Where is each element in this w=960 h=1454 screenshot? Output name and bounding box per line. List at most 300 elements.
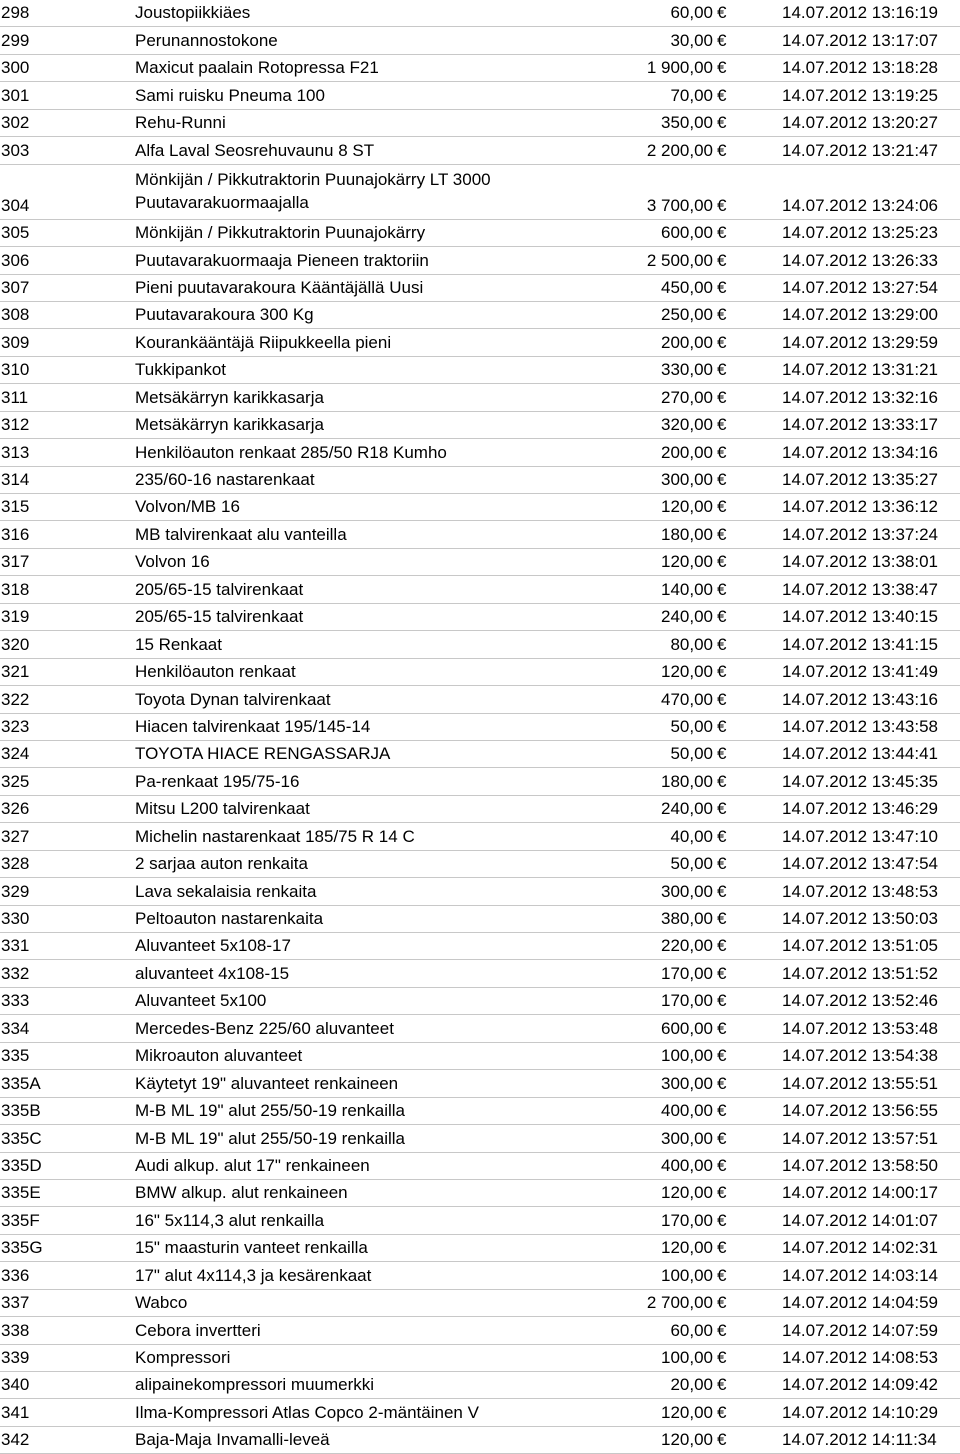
item-name: Rehu-Runni xyxy=(135,113,226,133)
item-timestamp: 14.07.2012 13:55:51 xyxy=(782,1073,938,1093)
currency-symbol: € xyxy=(717,140,727,160)
item-timestamp: 14.07.2012 13:41:15 xyxy=(782,634,938,654)
table-row xyxy=(0,55,960,82)
item-price: 170,00 xyxy=(661,1210,713,1230)
item-number: 335C xyxy=(1,1128,42,1148)
item-price: 380,00 xyxy=(661,909,713,928)
item-price: 240,00 xyxy=(661,799,713,819)
item-timestamp: 14.07.2012 13:17:07 xyxy=(782,30,938,50)
item-price: 60,00 xyxy=(670,1320,713,1340)
item-name: Puutavarakuormaaja Pieneen traktoriin xyxy=(135,250,429,270)
item-name: M-B ML 19" alut 255/50-19 renkailla xyxy=(135,1128,405,1148)
currency-symbol: € xyxy=(717,1101,727,1121)
currency-symbol: € xyxy=(717,689,727,709)
item-name: Mönkijän / Pikkutraktorin Puunajokärry LT 3000 Puutavarakuormaajalla xyxy=(135,170,491,212)
item-price: 320,00 xyxy=(661,415,713,435)
item-timestamp: 14.07.2012 13:47:10 xyxy=(782,826,938,846)
currency-symbol: € xyxy=(717,1183,727,1203)
currency-symbol: € xyxy=(717,30,727,50)
table-row xyxy=(0,933,960,960)
item-number: 338 xyxy=(1,1320,30,1340)
item-number: 312 xyxy=(1,415,30,435)
item-timestamp: 14.07.2012 13:20:27 xyxy=(782,113,938,133)
table-row xyxy=(0,988,960,1015)
item-price: 200,00 xyxy=(661,442,713,462)
table-row xyxy=(0,549,960,576)
item-timestamp: 14.07.2012 13:25:23 xyxy=(782,223,938,243)
item-number: 335D xyxy=(1,1155,42,1175)
item-name: TOYOTA HIACE RENGASSARJA xyxy=(135,744,391,764)
item-number: 320 xyxy=(1,634,30,654)
item-name: Mitsu L200 talvirenkaat xyxy=(135,799,310,819)
item-timestamp: 14.07.2012 13:50:03 xyxy=(782,909,938,928)
currency-symbol: € xyxy=(717,1402,727,1422)
table-row xyxy=(0,576,960,603)
table-row xyxy=(0,275,960,302)
item-number: 342 xyxy=(1,1430,30,1450)
item-name: Cebora invertteri xyxy=(135,1320,261,1340)
currency-symbol: € xyxy=(717,524,727,544)
item-number: 319 xyxy=(1,607,30,627)
table-row xyxy=(0,1015,960,1042)
item-price: 250,00 xyxy=(661,305,713,325)
table-row xyxy=(0,1262,960,1289)
table-row xyxy=(0,768,960,795)
currency-symbol: € xyxy=(717,909,727,928)
item-timestamp: 14.07.2012 13:41:49 xyxy=(782,662,938,682)
table-row xyxy=(0,659,960,686)
item-name: Joustopiikkiäes xyxy=(135,3,251,23)
item-number: 328 xyxy=(1,854,30,874)
item-price: 2 200,00 xyxy=(646,140,713,160)
item-number: 326 xyxy=(1,799,30,819)
item-timestamp: 14.07.2012 13:33:17 xyxy=(782,415,938,435)
currency-symbol: € xyxy=(717,223,727,243)
currency-symbol: € xyxy=(717,1320,727,1340)
currency-symbol: € xyxy=(717,552,727,572)
currency-symbol: € xyxy=(717,1265,727,1285)
currency-symbol: € xyxy=(717,1430,727,1450)
item-price: 450,00 xyxy=(661,277,713,297)
item-number: 315 xyxy=(1,497,30,517)
item-number: 317 xyxy=(1,552,30,572)
item-name: aluvanteet 4x108-15 xyxy=(135,963,290,983)
item-timestamp: 14.07.2012 13:29:59 xyxy=(782,332,938,352)
item-name: Wabco xyxy=(135,1293,188,1313)
currency-symbol: € xyxy=(717,497,727,517)
item-number: 329 xyxy=(1,881,30,901)
item-name: Hiacen talvirenkaat 195/145-14 xyxy=(135,716,371,736)
currency-symbol: € xyxy=(717,1348,727,1367)
item-price: 350,00 xyxy=(661,113,713,133)
item-number: 298 xyxy=(1,3,30,23)
item-timestamp: 14.07.2012 14:08:53 xyxy=(782,1348,938,1367)
item-price: 600,00 xyxy=(661,1018,713,1038)
item-name: 235/60-16 nastarenkaat xyxy=(135,470,315,489)
item-name: Peltoauton nastarenkaita xyxy=(135,909,324,928)
currency-symbol: € xyxy=(717,85,727,105)
table-row xyxy=(0,384,960,411)
item-timestamp: 14.07.2012 13:18:28 xyxy=(782,58,938,78)
table-row xyxy=(0,960,960,987)
item-timestamp: 14.07.2012 13:45:35 xyxy=(782,771,938,791)
item-timestamp: 14.07.2012 14:00:17 xyxy=(782,1183,938,1203)
table-row xyxy=(0,851,960,878)
item-timestamp: 14.07.2012 14:02:31 xyxy=(782,1238,938,1258)
item-timestamp: 14.07.2012 13:54:38 xyxy=(782,1046,938,1066)
item-price: 120,00 xyxy=(661,1402,713,1422)
item-timestamp: 14.07.2012 13:16:19 xyxy=(782,3,938,23)
item-name: Pa-renkaat 195/75-16 xyxy=(135,771,300,791)
item-price: 120,00 xyxy=(661,1238,713,1258)
item-price: 1 900,00 xyxy=(646,58,713,78)
item-timestamp: 14.07.2012 13:26:33 xyxy=(782,250,938,270)
item-name: Henkilöauton renkaat xyxy=(135,662,296,682)
table-row xyxy=(0,1317,960,1344)
item-price: 180,00 xyxy=(661,771,713,791)
item-number: 322 xyxy=(1,689,30,709)
item-price: 20,00 xyxy=(670,1375,713,1395)
currency-symbol: € xyxy=(717,58,727,78)
item-number: 335E xyxy=(1,1183,41,1203)
currency-symbol: € xyxy=(717,607,727,627)
item-price: 50,00 xyxy=(670,854,713,874)
item-name: Mönkijän / Pikkutraktorin Puunajokärry xyxy=(135,223,426,243)
item-number: 335 xyxy=(1,1046,30,1066)
currency-symbol: € xyxy=(717,771,727,791)
item-number: 311 xyxy=(1,387,29,407)
item-number: 341 xyxy=(1,1402,30,1422)
table-row xyxy=(0,1345,960,1372)
item-timestamp: 14.07.2012 13:38:47 xyxy=(782,579,938,599)
table-row xyxy=(0,878,960,905)
item-number: 323 xyxy=(1,716,30,736)
item-name: Audi alkup. alut 17" renkaineen xyxy=(135,1155,370,1175)
currency-symbol: € xyxy=(717,799,727,819)
item-name: Volvon/MB 16 xyxy=(135,497,240,517)
item-timestamp: 14.07.2012 13:36:12 xyxy=(782,497,938,517)
item-number: 318 xyxy=(1,579,30,599)
table-row xyxy=(0,796,960,823)
currency-symbol: € xyxy=(717,415,727,435)
item-price: 100,00 xyxy=(661,1348,713,1367)
item-timestamp: 14.07.2012 13:32:16 xyxy=(782,387,938,407)
table-row xyxy=(0,329,960,356)
table-row xyxy=(0,220,960,247)
table-row xyxy=(0,412,960,439)
item-name: alipainekompressori muumerkki xyxy=(135,1375,375,1395)
item-price: 50,00 xyxy=(670,716,713,736)
item-timestamp: 14.07.2012 13:52:46 xyxy=(782,991,938,1011)
item-price: 170,00 xyxy=(661,991,713,1011)
item-number: 332 xyxy=(1,963,30,983)
item-price: 220,00 xyxy=(661,936,713,956)
item-timestamp: 14.07.2012 13:38:01 xyxy=(782,552,938,572)
currency-symbol: € xyxy=(717,716,727,736)
currency-symbol: € xyxy=(717,634,727,654)
table-row xyxy=(0,1098,960,1125)
item-timestamp: 14.07.2012 13:44:41 xyxy=(782,744,938,764)
item-number: 308 xyxy=(1,305,30,325)
item-price: 70,00 xyxy=(670,85,713,105)
table-row xyxy=(0,494,960,521)
item-name: Maxicut paalain Rotopressa F21 xyxy=(135,58,379,78)
item-number: 333 xyxy=(1,991,30,1011)
item-name: Alfa Laval Seosrehuvaunu 8 ST xyxy=(135,140,375,160)
item-name: Tukkipankot xyxy=(135,360,227,380)
item-price: 170,00 xyxy=(661,963,713,983)
item-number: 324 xyxy=(1,744,30,764)
item-timestamp: 14.07.2012 13:53:48 xyxy=(782,1018,938,1038)
item-price: 3 700,00 xyxy=(646,195,713,215)
item-price: 100,00 xyxy=(661,1046,713,1066)
table-row xyxy=(0,357,960,384)
item-timestamp: 14.07.2012 13:46:29 xyxy=(782,799,938,819)
currency-symbol: € xyxy=(717,3,727,23)
currency-symbol: € xyxy=(717,305,727,325)
item-timestamp: 14.07.2012 13:51:52 xyxy=(782,963,938,983)
item-number: 336 xyxy=(1,1265,30,1285)
item-timestamp: 14.07.2012 13:27:54 xyxy=(782,277,938,297)
item-name: Aluvanteet 5x100 xyxy=(135,991,267,1011)
item-name: Volvon 16 xyxy=(135,552,210,572)
table-row xyxy=(0,521,960,548)
item-name: M-B ML 19" alut 255/50-19 renkailla xyxy=(135,1101,405,1121)
item-number: 299 xyxy=(1,30,30,50)
item-price: 120,00 xyxy=(661,497,713,517)
currency-symbol: € xyxy=(717,195,727,215)
item-number: 340 xyxy=(1,1375,30,1395)
item-number: 330 xyxy=(1,909,30,928)
item-timestamp: 14.07.2012 14:03:14 xyxy=(782,1265,938,1285)
currency-symbol: € xyxy=(717,387,727,407)
item-price: 270,00 xyxy=(661,387,713,407)
table-row xyxy=(0,631,960,658)
item-number: 334 xyxy=(1,1018,30,1038)
item-timestamp: 14.07.2012 13:51:05 xyxy=(782,936,938,956)
item-number: 302 xyxy=(1,113,30,133)
table-row xyxy=(0,247,960,274)
table-row xyxy=(0,1125,960,1152)
table-row xyxy=(0,686,960,713)
item-price: 600,00 xyxy=(661,223,713,243)
item-timestamp: 14.07.2012 13:57:51 xyxy=(782,1128,938,1148)
item-number: 337 xyxy=(1,1293,30,1313)
item-timestamp: 14.07.2012 13:40:15 xyxy=(782,607,938,627)
item-price: 240,00 xyxy=(661,607,713,627)
item-name: Kompressori xyxy=(135,1348,231,1367)
item-name: Käytetyt 19" aluvanteet renkaineen xyxy=(135,1073,399,1093)
item-number: 301 xyxy=(1,85,30,105)
table-row xyxy=(0,604,960,631)
table-row xyxy=(0,1235,960,1262)
item-number: 335B xyxy=(1,1101,41,1121)
currency-symbol: € xyxy=(717,662,727,682)
item-timestamp: 14.07.2012 14:09:42 xyxy=(782,1375,938,1395)
currency-symbol: € xyxy=(717,1293,727,1313)
item-number: 335F xyxy=(1,1210,40,1230)
currency-symbol: € xyxy=(717,963,727,983)
item-number: 310 xyxy=(1,360,30,380)
table-row xyxy=(0,1290,960,1317)
item-name: Perunannostokone xyxy=(135,30,278,50)
item-name: 17" alut 4x114,3 ja kesärenkaat xyxy=(135,1265,372,1285)
item-price: 200,00 xyxy=(661,332,713,352)
item-price: 120,00 xyxy=(661,662,713,682)
currency-symbol: € xyxy=(717,250,727,270)
item-timestamp: 14.07.2012 13:56:55 xyxy=(782,1101,938,1121)
currency-symbol: € xyxy=(717,1046,727,1066)
currency-symbol: € xyxy=(717,579,727,599)
currency-symbol: € xyxy=(717,1238,727,1258)
item-price: 300,00 xyxy=(661,1128,713,1148)
item-price: 120,00 xyxy=(661,552,713,572)
currency-symbol: € xyxy=(717,936,727,956)
table-row xyxy=(0,906,960,933)
item-timestamp: 14.07.2012 13:47:54 xyxy=(782,854,938,874)
item-number: 335G xyxy=(1,1238,43,1258)
currency-symbol: € xyxy=(717,826,727,846)
item-timestamp: 14.07.2012 13:19:25 xyxy=(782,85,938,105)
item-price: 120,00 xyxy=(661,1183,713,1203)
item-price: 120,00 xyxy=(661,1430,713,1450)
item-price: 100,00 xyxy=(661,1265,713,1285)
item-price: 50,00 xyxy=(670,744,713,764)
currency-symbol: € xyxy=(717,1155,727,1175)
item-name: Pieni puutavarakoura Kääntäjällä Uusi xyxy=(135,277,424,297)
table-row xyxy=(0,1399,960,1426)
item-timestamp: 14.07.2012 13:21:47 xyxy=(782,140,938,160)
item-name: 2 sarjaa auton renkaita xyxy=(135,854,308,874)
item-number: 300 xyxy=(1,58,30,78)
table-row xyxy=(0,823,960,850)
currency-symbol: € xyxy=(717,442,727,462)
item-number: 309 xyxy=(1,332,30,352)
item-number: 307 xyxy=(1,277,30,297)
item-number: 316 xyxy=(1,524,30,544)
item-name: Puutavarakoura 300 Kg xyxy=(135,305,314,325)
item-price: 30,00 xyxy=(670,30,713,50)
item-price: 300,00 xyxy=(661,1073,713,1093)
currency-symbol: € xyxy=(717,991,727,1011)
item-timestamp: 14.07.2012 14:01:07 xyxy=(782,1210,938,1230)
item-price: 400,00 xyxy=(661,1101,713,1121)
table-row xyxy=(0,1207,960,1234)
item-name: 205/65-15 talvirenkaat xyxy=(135,607,304,627)
item-number: 303 xyxy=(1,140,30,160)
currency-symbol: € xyxy=(717,1375,727,1395)
item-number: 327 xyxy=(1,826,30,846)
item-number: 304 xyxy=(1,195,30,215)
item-name: Sami ruisku Pneuma 100 xyxy=(135,85,325,105)
item-timestamp: 14.07.2012 13:24:06 xyxy=(782,195,938,215)
item-name: Mercedes-Benz 225/60 aluvanteet xyxy=(135,1018,394,1038)
item-number: 331 xyxy=(1,936,30,956)
item-name: Henkilöauton renkaat 285/50 R18 Kumho xyxy=(135,442,447,462)
item-name: Aluvanteet 5x108-17 xyxy=(135,936,291,956)
table-row xyxy=(0,1043,960,1070)
item-name: BMW alkup. alut renkaineen xyxy=(135,1183,348,1203)
item-price: 180,00 xyxy=(661,524,713,544)
item-name: 15 Renkaat xyxy=(135,634,222,654)
currency-symbol: € xyxy=(717,1210,727,1230)
item-name: Lava sekalaisia renkaita xyxy=(135,881,317,901)
item-timestamp: 14.07.2012 13:35:27 xyxy=(782,470,938,489)
item-price: 140,00 xyxy=(661,579,713,599)
table-row xyxy=(0,1372,960,1399)
item-number: 339 xyxy=(1,1348,30,1367)
item-timestamp: 14.07.2012 13:43:16 xyxy=(782,689,938,709)
table-row xyxy=(0,165,960,220)
item-timestamp: 14.07.2012 13:31:21 xyxy=(782,360,938,380)
item-timestamp: 14.07.2012 13:48:53 xyxy=(782,881,938,901)
item-timestamp: 14.07.2012 13:34:16 xyxy=(782,442,938,462)
currency-symbol: € xyxy=(717,360,727,380)
item-name: Metsäkärryn karikkasarja xyxy=(135,415,324,435)
item-name: 15" maasturin vanteet renkailla xyxy=(135,1238,368,1258)
item-price: 2 700,00 xyxy=(646,1293,713,1313)
table-row xyxy=(0,714,960,741)
table-row xyxy=(0,0,960,27)
item-name: Mikroauton aluvanteet xyxy=(135,1046,303,1066)
currency-symbol: € xyxy=(717,854,727,874)
item-name: Ilma-Kompressori Atlas Copco 2-mäntäinen V xyxy=(135,1402,479,1422)
table-row xyxy=(0,302,960,329)
item-price: 40,00 xyxy=(670,826,713,846)
item-timestamp: 14.07.2012 14:11:34 xyxy=(782,1430,937,1450)
item-name: 205/65-15 talvirenkaat xyxy=(135,579,304,599)
table-row xyxy=(0,1427,960,1454)
item-number: 325 xyxy=(1,771,30,791)
item-timestamp: 14.07.2012 14:04:59 xyxy=(782,1293,938,1313)
currency-symbol: € xyxy=(717,881,727,901)
currency-symbol: € xyxy=(717,1073,727,1093)
item-timestamp: 14.07.2012 14:10:29 xyxy=(782,1402,938,1422)
item-price: 60,00 xyxy=(670,3,713,23)
table-row xyxy=(0,467,960,494)
item-price: 300,00 xyxy=(661,881,713,901)
table-row xyxy=(0,137,960,164)
currency-symbol: € xyxy=(717,744,727,764)
item-number: 335A xyxy=(1,1073,41,1093)
currency-symbol: € xyxy=(717,277,727,297)
item-timestamp: 14.07.2012 13:43:58 xyxy=(782,716,938,736)
currency-symbol: € xyxy=(717,332,727,352)
item-name: Baja-Maja Invamalli-leveä xyxy=(135,1430,330,1450)
item-price: 400,00 xyxy=(661,1155,713,1175)
currency-symbol: € xyxy=(717,1018,727,1038)
table-row xyxy=(0,1070,960,1097)
item-number: 306 xyxy=(1,250,30,270)
table-row xyxy=(0,439,960,466)
table-row xyxy=(0,110,960,137)
item-name: Michelin nastarenkaat 185/75 R 14 C xyxy=(135,826,415,846)
item-timestamp: 14.07.2012 14:07:59 xyxy=(782,1320,938,1340)
currency-symbol: € xyxy=(717,113,727,133)
currency-symbol: € xyxy=(717,470,727,489)
item-name: Toyota Dynan talvirenkaat xyxy=(135,689,331,709)
item-number: 305 xyxy=(1,223,30,243)
item-name: 16" 5x114,3 alut renkailla xyxy=(135,1210,325,1230)
item-price: 2 500,00 xyxy=(646,250,713,270)
item-number: 321 xyxy=(1,662,30,682)
item-name: MB talvirenkaat alu vanteilla xyxy=(135,524,347,544)
table-row xyxy=(0,741,960,768)
table-row xyxy=(0,27,960,54)
table-row xyxy=(0,1180,960,1207)
item-timestamp: 14.07.2012 13:37:24 xyxy=(782,524,938,544)
item-price: 330,00 xyxy=(661,360,713,380)
